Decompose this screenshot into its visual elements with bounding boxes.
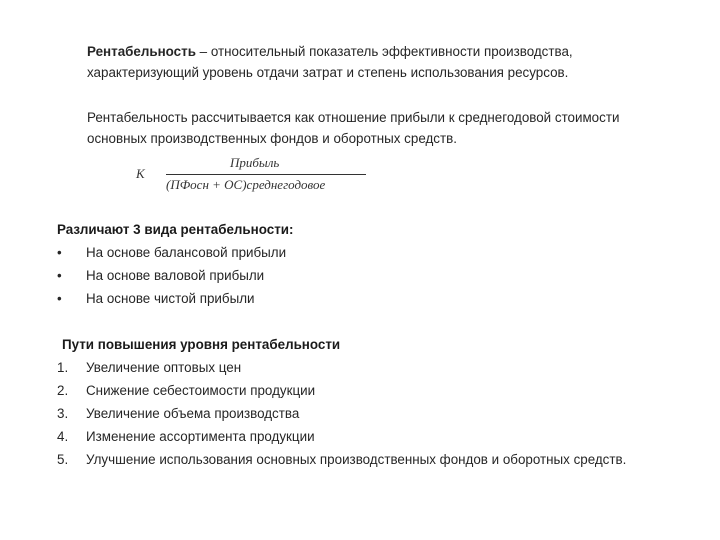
types-heading: Различают 3 вида рентабельности:: [57, 222, 294, 237]
definition-term: Рентабельность: [87, 44, 196, 59]
calculation-line-1: Рентабельность рассчитывается как отношение прибыли к среднегодовой стоимости: [87, 110, 620, 125]
item-number: 2.: [57, 383, 69, 398]
formula-numerator: Прибыль: [230, 155, 280, 170]
bullet-icon: •: [57, 291, 62, 306]
ways-heading: Пути повышения уровня рентабельности: [62, 337, 341, 352]
bullet-icon: •: [57, 245, 62, 260]
bullet-icon: •: [57, 268, 62, 283]
definition-text: – относительный показатель эффективности производства,: [195, 44, 573, 59]
item-number: 4.: [57, 429, 69, 444]
calculation-paragraph: [87, 107, 687, 149]
profitability-formula: [136, 155, 376, 199]
slide: Рентабельность – относительный показатель эффективности производства, характеризующий уровень отдачи затрат и степень использования ресурсов. Рентабельность рассчитывается как отношение прибыли к среднегодовой стоимости основных производственных фондов и оборотных средств. К Прибыль (ПФосн + ОС)среднегодовое Различают 3 вида рентабельности: • На основе балансовой прибыли • На основе валовой прибыли • На основе чистой прибыли Пути повышения уровня рентабельности 1. Увеличение оптовых цен 2. Снижение себестоимости продукции 3. Увеличение объема производства 4. Изменение ассортимента продукции 5. Улучшение использования основных производственных фондов и оборотных средств.: [0, 0, 720, 540]
item-number: 1.: [57, 360, 69, 375]
definition-line-2: характеризующий уровень отдачи затрат и степень использования ресурсов.: [87, 65, 569, 80]
item-number: 3.: [57, 406, 69, 421]
formula-denominator: (ПФосн + ОС)среднегодовое: [166, 177, 326, 192]
formula-lhs: К: [136, 166, 145, 181]
definition-line-1: [87, 41, 687, 62]
calculation-line-2: основных производственных фондов и оборотных средств.: [87, 131, 457, 146]
fraction-bar: [166, 174, 366, 175]
item-number: 5.: [57, 452, 69, 467]
definition-paragraph: [87, 41, 687, 83]
